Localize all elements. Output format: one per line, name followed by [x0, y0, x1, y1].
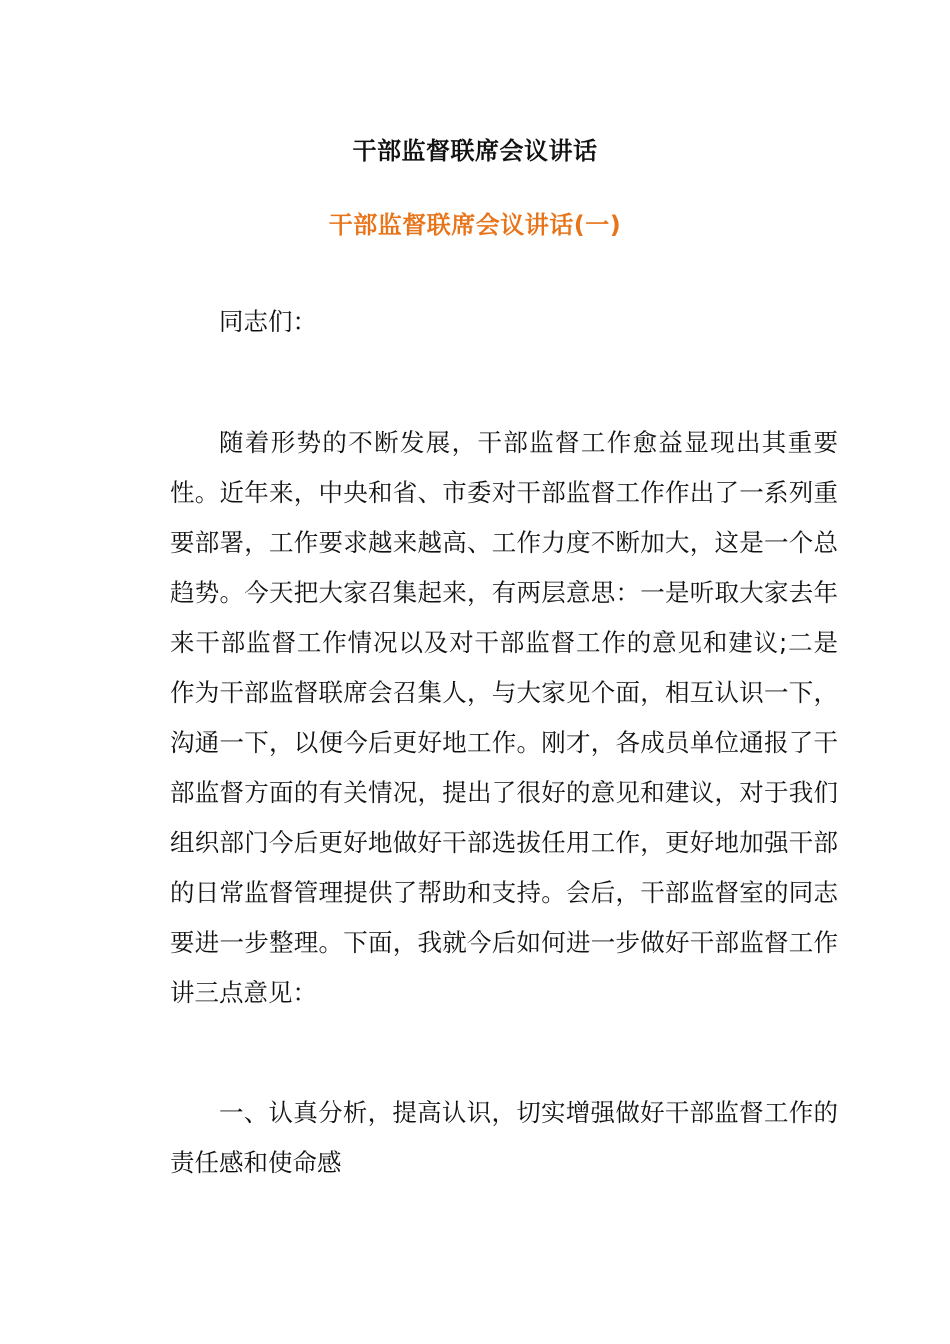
body-paragraph: 随着形势的不断发展，干部监督工作愈益显现出其重要性。近年来，中央和省、市委对干部监督工作作出了一系列重要部署，工作要求越来越高、工作力度不断加大，这是一个总趋势。今天把大家召集起来，有两层意思：一是听取大家去年来干部监督工作情况以及对干部监督工作的意见和建议;二是作为干部监督联席会召集人，与大家见个面，相互认识一下，沟通一下，以便今后更好地工作。刚才，各成员单位通报了干部监督方面的有关情况，提出了很好的意见和建议，对于我们组织部门今后更好地做好干部选拔任用工作，更好地加强干部的日常监督管理提供了帮助和支持。会后，干部监督室的同志要进一步整理。下面，我就今后如何进一步做好干部监督工作讲三点意见：: [170, 428, 838, 1007]
document-subtitle: 干部监督联席会议讲话(一): [328, 211, 622, 239]
section-heading: 一、认真分析，提高认识，切实增强做好干部监督工作的责任感和使命感: [170, 1098, 838, 1177]
greeting-text: 同志们：: [219, 307, 317, 336]
document-title: 干部监督联席会议讲话: [352, 137, 598, 165]
